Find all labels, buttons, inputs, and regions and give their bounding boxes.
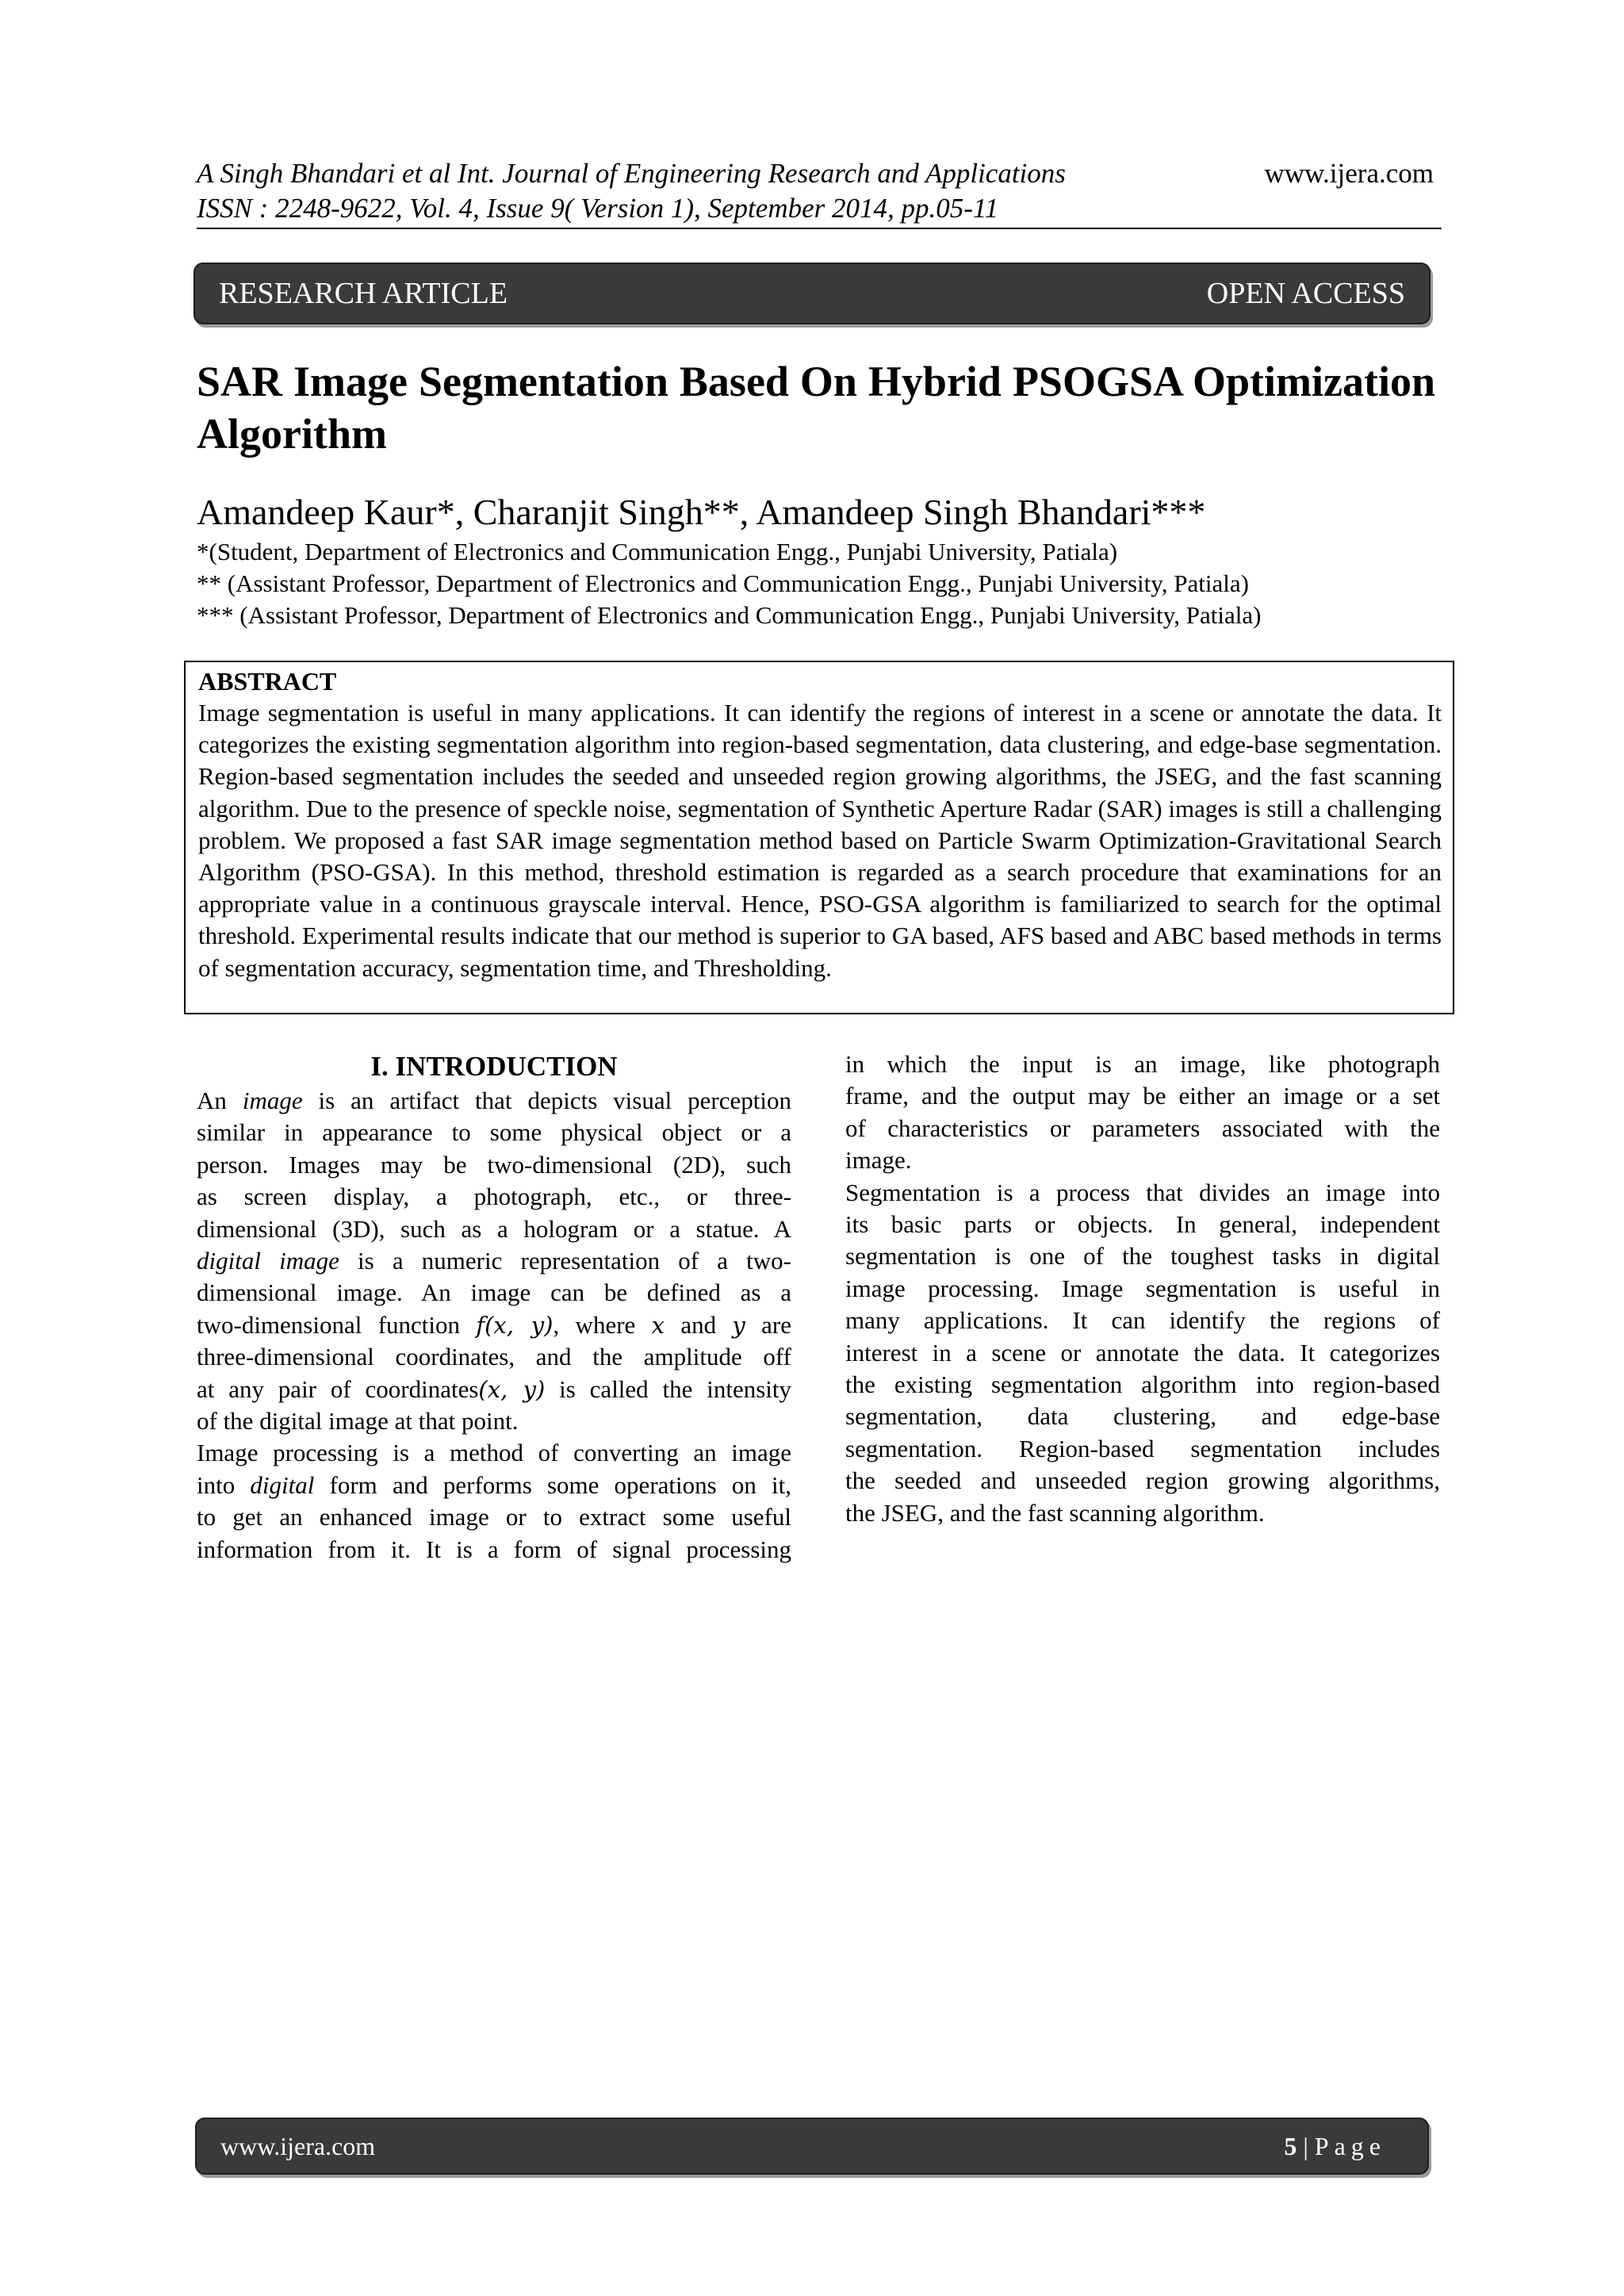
abstract-body: Image segmentation is useful in many applications. It can identify the regions of interest in a scene or annotate the data. It categorizes the existing segmentation algorithm into region-based segmentation, data clustering, and edge-base segmentation. Region-based segmentation includes the seeded and unseeded region growing algorithms, the JSEG, and the fast scanning algorithm. Due to the presence of speckle noise, segmentation of Synthetic Aperture Radar (SAR) images is still a challenging problem. We proposed a fast SAR image segmentation method based on Particle Swarm Optimization-Gravitational Search Algorithm (PSO-GSA). In this method, threshold estimation is regarded as a search procedure that examinations for an appropriate value in a continuous grayscale interval. Hence, PSO-GSA algorithm is familiarized to search for the optimal threshold. Experimental results indicate that our method is superior to GA based, AFS based and ABC based methods in terms of segmentation accuracy, segmentation time, and Thresholding. (198, 699, 1442, 982)
header-rule (197, 228, 1442, 229)
affiliation-1: *(Student, Department of Electronics and Communication Engg., Punjabi University, Patiala) (197, 538, 1118, 565)
function-f-x-y: f(x, y) (476, 1311, 553, 1339)
page-number: 5 | Page (1284, 2131, 1386, 2160)
coordinate-pair: (x, y) (478, 1375, 546, 1403)
open-access-label: OPEN ACCESS (1206, 277, 1405, 310)
article-type-banner (193, 263, 1431, 324)
header-url: www.ijera.com (1264, 158, 1434, 189)
abstract-heading: ABSTRACT (198, 667, 337, 696)
paper-title: SAR Image Segmentation Based On Hybrid PSOGSA Optimization Algorithm (197, 358, 1435, 458)
intro-paragraph-1: An image is an artifact that depicts visual perception similar in appearance to some physical object or a person. Images may be two-dimensional (2D), such as screen display, a photograph, etc., or three- dimensional (3D), such as a hologram or a statue. A digital image is a numeric representation of a two- dimensional image. An image can be defined as a two-dimensional function f(x, y), where x and y are three-dimensional coordinates, and the amplitude off at any pair of coordinates(x, y) is called the intensity of the digital image at that point. (197, 1087, 792, 1435)
footer-url: www.ijera.com (220, 2131, 376, 2160)
issn-line: ISSN : 2248-9622, Vol. 4, Issue 9( Version 1), September 2014, pp.05-11 (197, 193, 999, 224)
section-heading-introduction: I. INTRODUCTION (370, 1051, 618, 1082)
affiliation-3: *** (Assistant Professor, Department of Electronics and Communication Engg., Punjabi University, Patiala) (197, 601, 1262, 629)
intro-paragraph-3: Segmentation is a process that divides an image into its basic parts or objects. In general, independent segmentation is one of the toughest tasks in digital image processing. Image segmentation is useful in many applications. It can identify the regions of interest in a scene or annotate the data. It categorizes the existing segmentation algorithm into region-based segmentation, data clustering, and edge-base segmentation. Region-based segmentation includes the seeded and unseeded region growing algorithms, the JSEG, and the fast scanning algorithm. (845, 1178, 1440, 1527)
author-list: Amandeep Kaur*, Charanjit Singh**, Amandeep Singh Bhandari*** (197, 492, 1206, 532)
page-footer (195, 2118, 1429, 2175)
journal-name-line: A Singh Bhandari et al Int. Journal of Engineering Research and Applications (197, 158, 1066, 189)
abstract-box (184, 661, 1454, 1014)
intro-paragraph-2-continued: in which the input is an image, like photograph frame, and the output may be either an image or a set of characteristics or parameters associated with the image. (845, 1050, 1440, 1175)
affiliation-2: ** (Assistant Professor, Department of Electronics and Communication Engg., Punjabi University, Patiala) (197, 569, 1249, 597)
intro-paragraph-2: Image processing is a method of converting an image into digital form and performs some operations on it, to get an enhanced image or to extract some useful information from it. It is a form of signal processing (197, 1439, 792, 1563)
right-column (845, 1048, 1440, 1529)
research-article-label: RESEARCH ARTICLE (219, 277, 508, 310)
left-column (197, 1048, 791, 1566)
